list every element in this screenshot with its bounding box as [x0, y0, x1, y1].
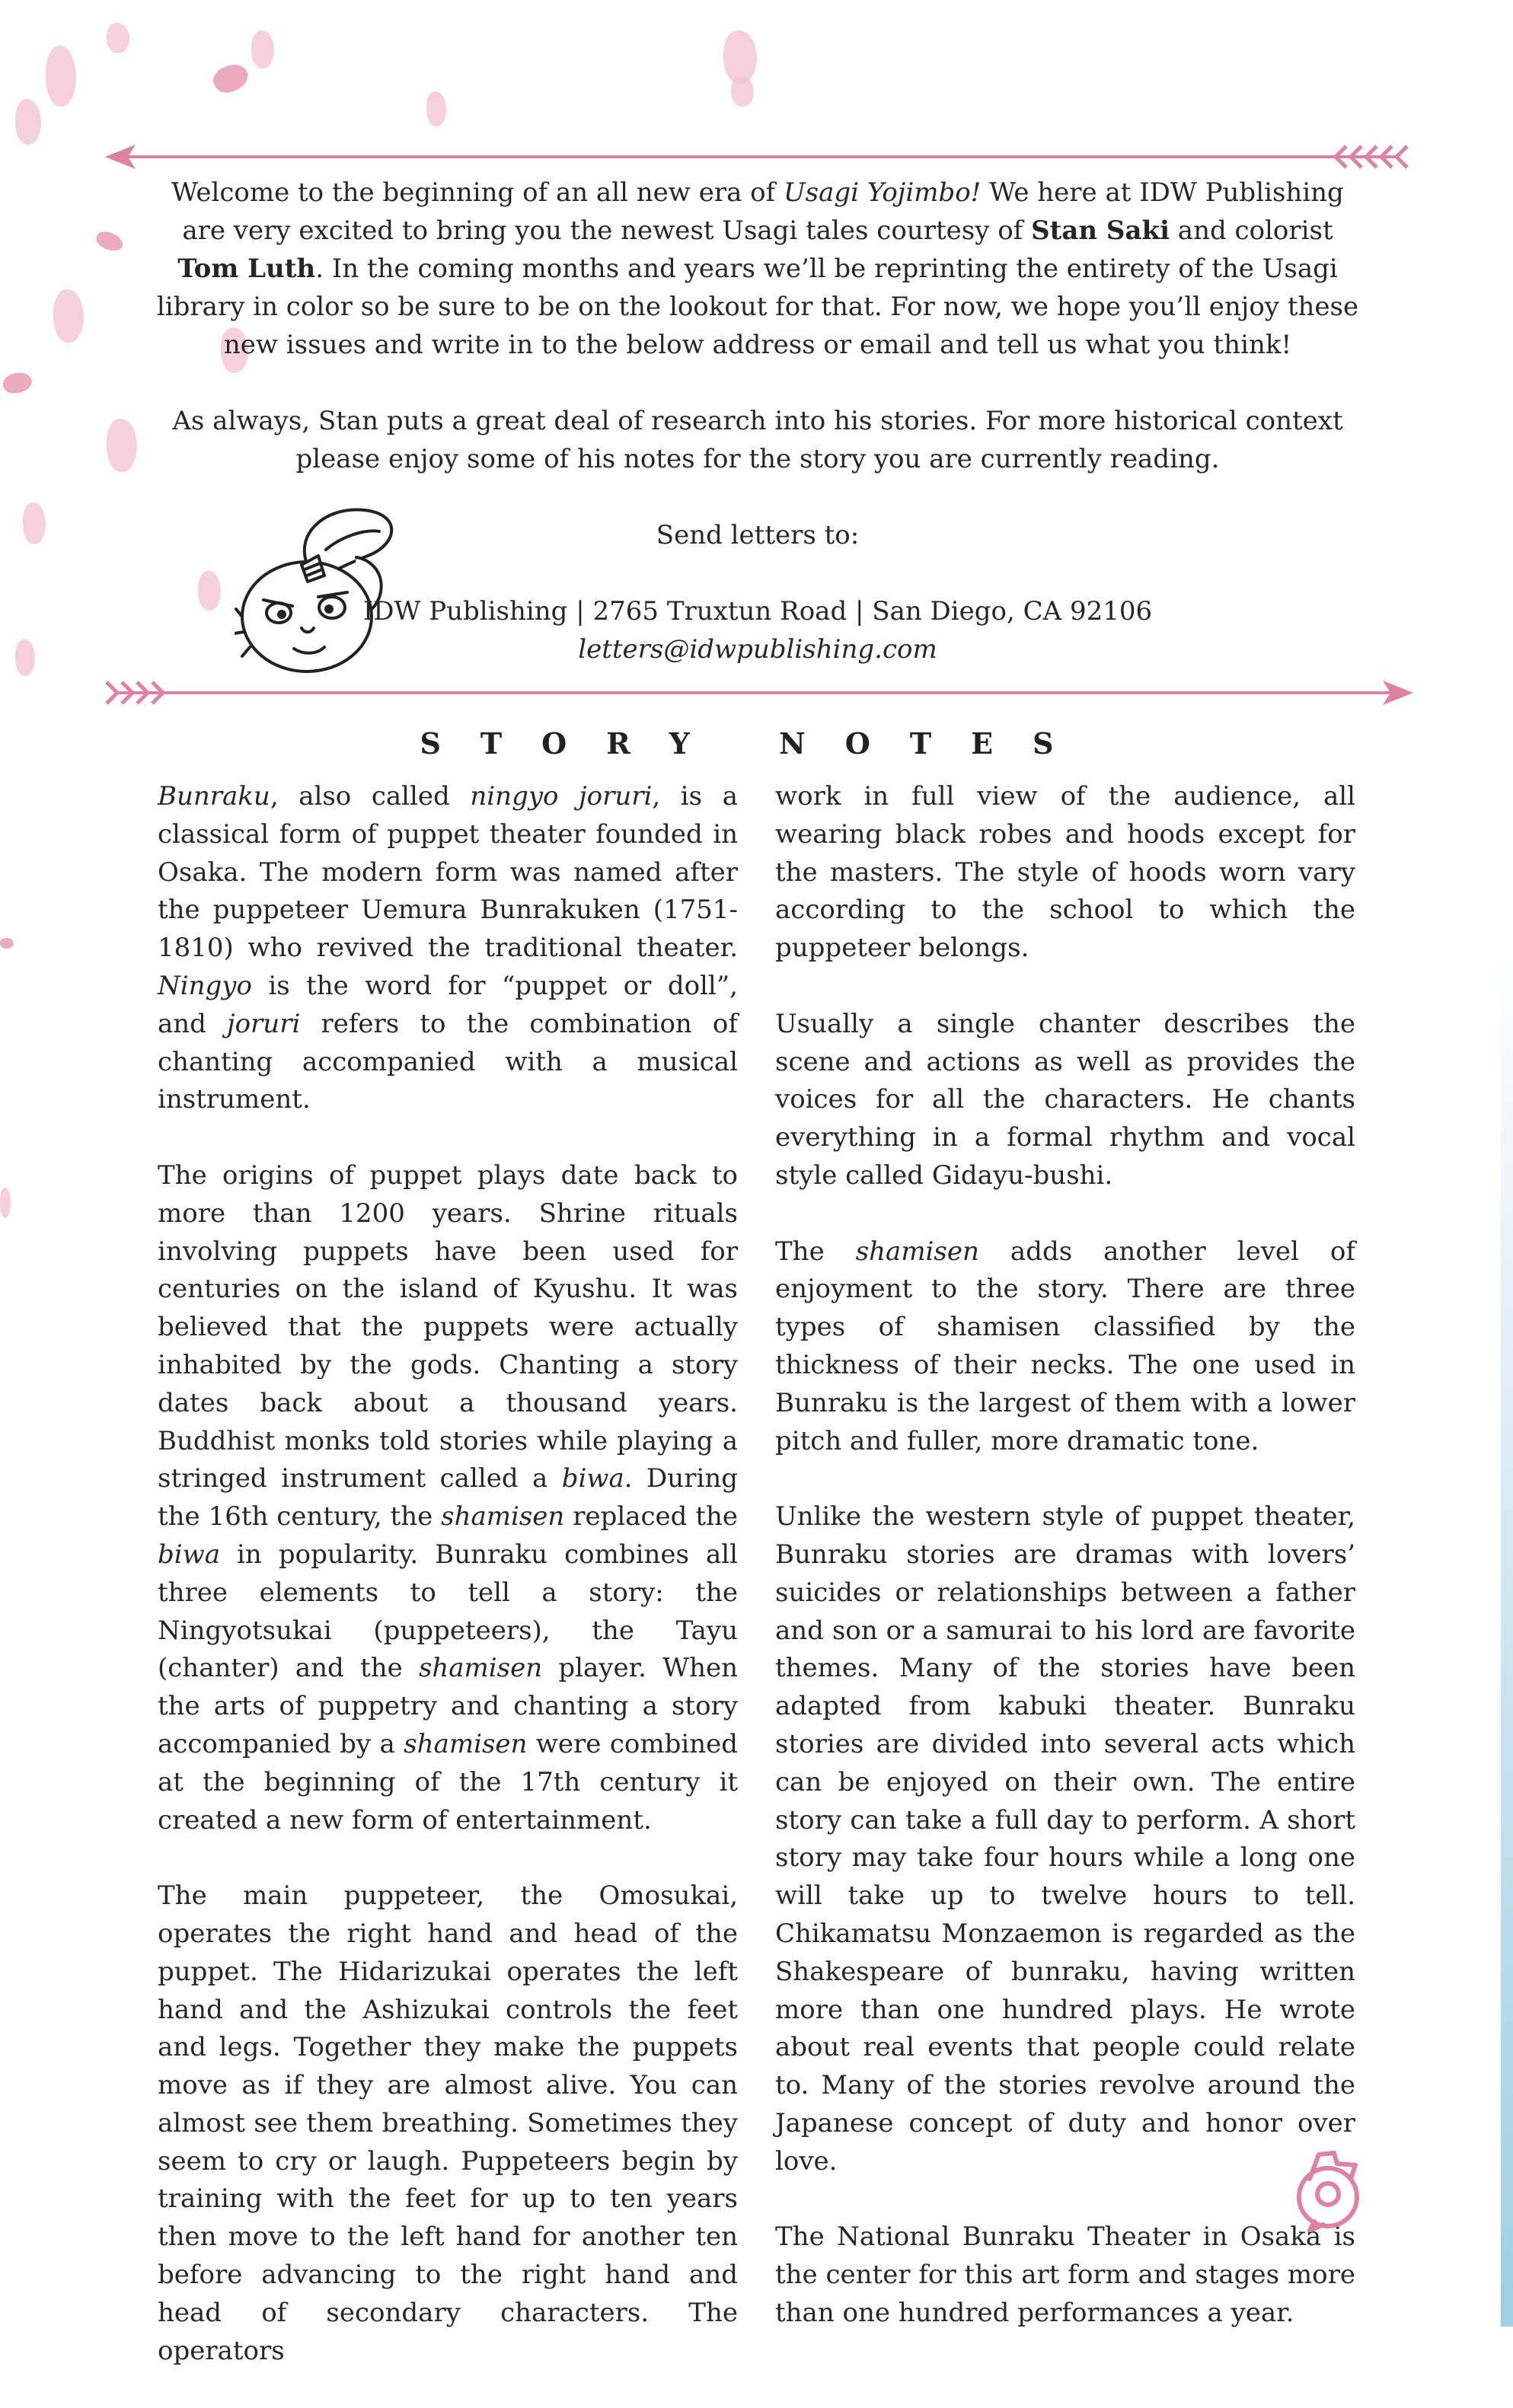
paragraph: The origins of puppet plays date back to more than 1200 years. Shrine rituals involving puppets have been used for centuries on the island of Kyushu. It was believed that the puppets were actually inhabited by the gods. Chanting a story dates back about a thousand years. Buddhist monks told stories while playing a stringed instrument called a biwa. During the 16th century, the shamisen replaced the biwa in popularity. Bunraku combines all three elements to tell a story: the Ningyotsukai (puppeteers), the Tayu (chanter) and the shamisen player. When the arts of puppetry and chanting a story accompanied by a shamisen were combined at the beginning of the 17th century it created a new form of entertainment.: [158, 1159, 738, 1836]
arrow-right-icon: [104, 678, 1413, 708]
petal: [15, 639, 35, 676]
petal: [15, 99, 41, 145]
petal: [426, 91, 446, 126]
page-edge-tint: [1501, 0, 1513, 2327]
contact-email[interactable]: letters@idwpublishing.com: [578, 634, 937, 665]
story-notes-right-column: [775, 778, 1355, 2370]
petal: [107, 419, 137, 472]
intro-text: [148, 174, 1367, 478]
petal: [46, 46, 76, 107]
petal: [0, 1188, 11, 1218]
petal: [0, 938, 14, 949]
paragraph: The main puppeteer, the Omosukai, operates the right hand and head of the puppet. The Hidarizukai operates the left hand and the Ashizukai controls the feet and legs. Together they make the puppets move as if they are almost alive. You can almost see them breathing. Sometimes they seem to cry or laugh. Puppeteers begin by training with the feet for up to ten years then move to the left hand for another ten before advancing to the right hand and head of secondary characters. The operators: [158, 1880, 738, 2366]
usagi-stamp-icon: [1287, 2148, 1369, 2232]
story-notes-left-column: [158, 778, 738, 2408]
intro-paragraph-1: Welcome to the beginning of an all new era of Usagi Yojimbo! We here at IDW Publishing are very excited to bring you the newest Usagi tales courtesy of Stan Saki and colorist Tom Luth. In the coming months and years we’ll be reprinting the entirety of the Usagi library in color so be sure to be on the lookout for that. For now, we hope you’ll enjoy these new issues and write in to the below address or email and tell us what you think!: [156, 177, 1359, 360]
paragraph: work in full view of the audience, all wearing black robes and hoods except for the masters. The style of hoods worn vary according to the school to which the puppeteer belongs.: [775, 781, 1355, 964]
mailing-address: IDW Publishing | 2765 Truxtun Road | San Diego, CA 92106: [362, 596, 1153, 627]
petal: [107, 23, 129, 53]
paragraph: The National Bunraku Theater in Osaka is the center for this art form and stages more than one hundred performances a year.: [775, 2221, 1355, 2328]
petal: [209, 59, 252, 97]
intro-paragraph-2: As always, Stan puts a great deal of research into his stories. For more historical context please enjoy some of his notes for the story you are currently reading.: [172, 406, 1343, 474]
letters-block: [305, 516, 1211, 668]
paragraph: Bunraku, also called ningyo joruri, is a classical form of puppet theater founded in Osaka. The modern form was named after the puppeteer Uemura Bunrakuken (1751-1810) who revived the traditional theater. Ningyo is the word for “puppet or doll”, and joruri refers to the combination of chanting accompanied with a musical instrument.: [158, 781, 738, 1115]
paragraph: Usually a single chanter describes the scene and actions as well as provides the voices for all the characters. He chants everything in a formal rhythm and vocal style called Gidayu-bushi.: [775, 1008, 1355, 1191]
petal: [731, 76, 754, 107]
petal: [53, 289, 84, 343]
petal: [1, 370, 34, 397]
send-letters-label: Send letters to:: [656, 520, 860, 550]
arrow-left-icon: [105, 142, 1415, 172]
paragraph: Unlike the western style of puppet theater, Bunraku stories are dramas with lovers’ suicides or relationships between a father and son or a samurai to his lord are favorite themes. Many of the stories have been adapted from kabuki theater. Bunraku stories are divided into several acts which can be enjoyed on their own. The entire story can take a full day to perform. A short story may take four hours while a long one will take up to twelve hours to tell. Chikamatsu Monzaemon is regarded as the Shakespeare of bunraku, having written more than one hundred plays. He wrote about real events that people could relate to. Many of the stories revolve around the Japanese concept of duty and honor over love.: [775, 1501, 1355, 2177]
petal: [23, 502, 46, 544]
petal: [198, 571, 221, 611]
paragraph: The shamisen adds another level of enjoyment to the story. There are three types of shamisen classified by the thickness of their necks. The one used in Bunraku is the largest of them with a lower pitch and fuller, more dramatic tone.: [775, 1236, 1355, 1456]
section-heading: STORY NOTES: [420, 726, 1093, 761]
petal: [251, 30, 274, 69]
petal: [94, 229, 125, 254]
